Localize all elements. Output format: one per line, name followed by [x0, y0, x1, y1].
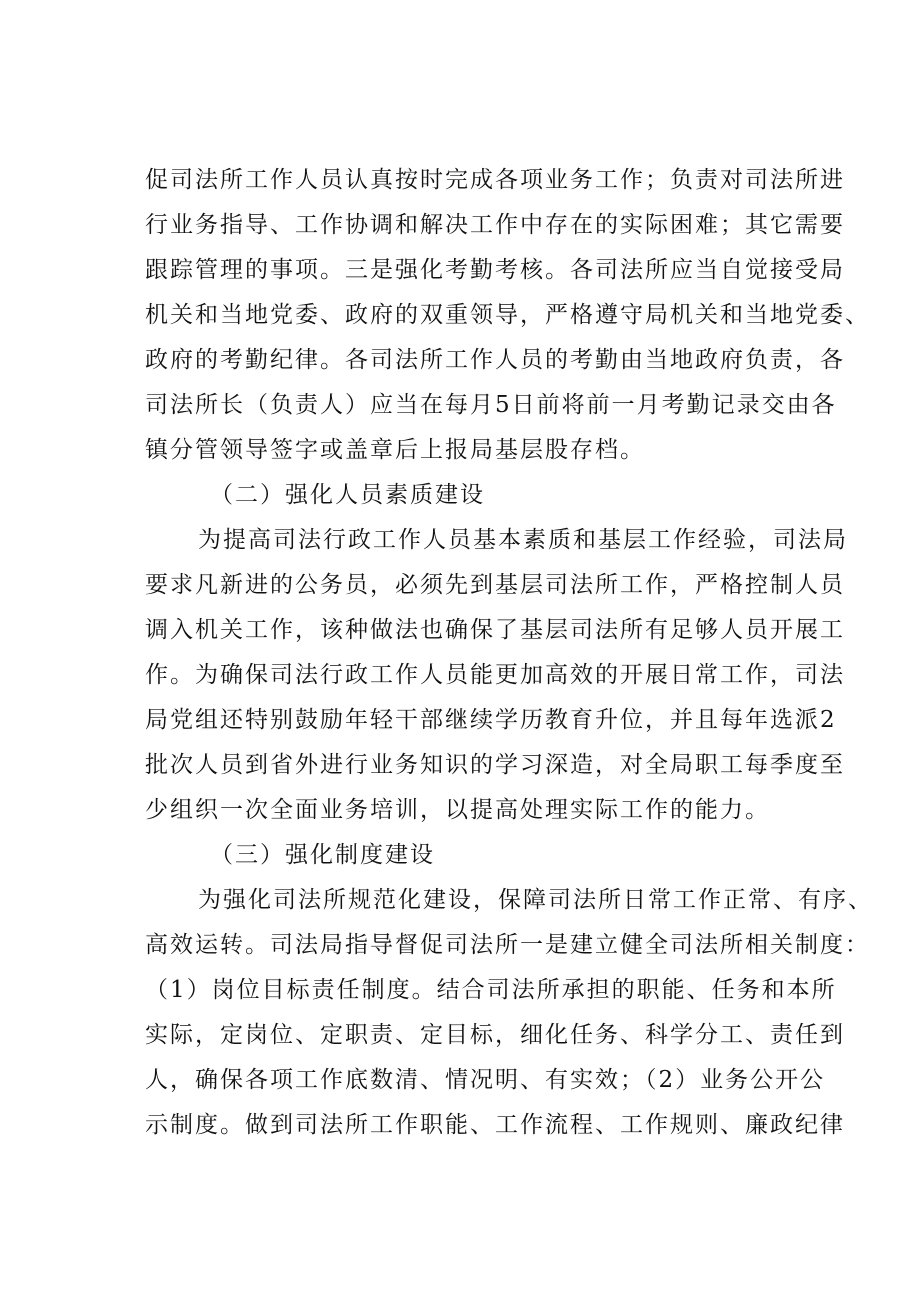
text-line: 少组织一次全面业务培训，以提高处理实际工作的能力。	[145, 797, 770, 823]
text-line: 为强化司法所规范化建设，保障司法所日常工作正常、有序、	[198, 887, 873, 913]
text-line: 调入机关工作，该种做法也确保了基层司法所有足够人员开展工	[145, 617, 845, 643]
text-line: 示制度。做到司法所工作职能、工作流程、工作规则、廉政纪律	[145, 1112, 845, 1138]
text-line: 为提高司法行政工作人员基本素质和基层工作经验，司法局	[198, 527, 848, 553]
text-line: （1）岗位目标责任制度。结合司法所承担的职能、任务和本所	[145, 977, 837, 1003]
text-line: 镇分管领导签字或盖章后上报局基层股存档。	[145, 437, 645, 463]
text-line: 局党组还特别鼓励年轻干部继续学历教育升位，并且每年选派2	[145, 707, 837, 733]
text-line: 批次人员到省外进行业务知识的学习深造，对全局职工每季度至	[145, 752, 845, 778]
text-line: 司法所长（负责人）应当在每月5日前将前一月考勤记录交由各	[145, 392, 837, 418]
section-heading: （三）强化制度建设	[210, 842, 435, 868]
text-line: 跟踪管理的事项。三是强化考勤考核。各司法所应当自觉接受局	[145, 257, 845, 283]
text-line: 促司法所工作人员认真按时完成各项业务工作；负责对司法所进	[145, 167, 845, 193]
text-line: 机关和当地党委、政府的双重领导，严格遵守局机关和当地党委、	[145, 302, 870, 328]
text-line: 政府的考勤纪律。各司法所工作人员的考勤由当地政府负责，各	[145, 347, 845, 373]
text-line: 实际，定岗位、定职责、定目标，细化任务、科学分工、责任到	[145, 1022, 845, 1048]
text-line: 要求凡新进的公务员，必须先到基层司法所工作，严格控制人员	[145, 572, 845, 598]
text-line: 高效运转。司法局指导督促司法所一是建立健全司法所相关制度：	[145, 932, 870, 958]
text-line: 人，确保各项工作底数清、情况明、有实效；（2）业务公开公	[145, 1067, 826, 1093]
section-heading: （二）强化人员素质建设	[210, 482, 485, 508]
text-line: 行业务指导、工作协调和解决工作中存在的实际困难；其它需要	[145, 212, 845, 238]
text-line: 作。为确保司法行政工作人员能更加高效的开展日常工作，司法	[145, 662, 845, 688]
